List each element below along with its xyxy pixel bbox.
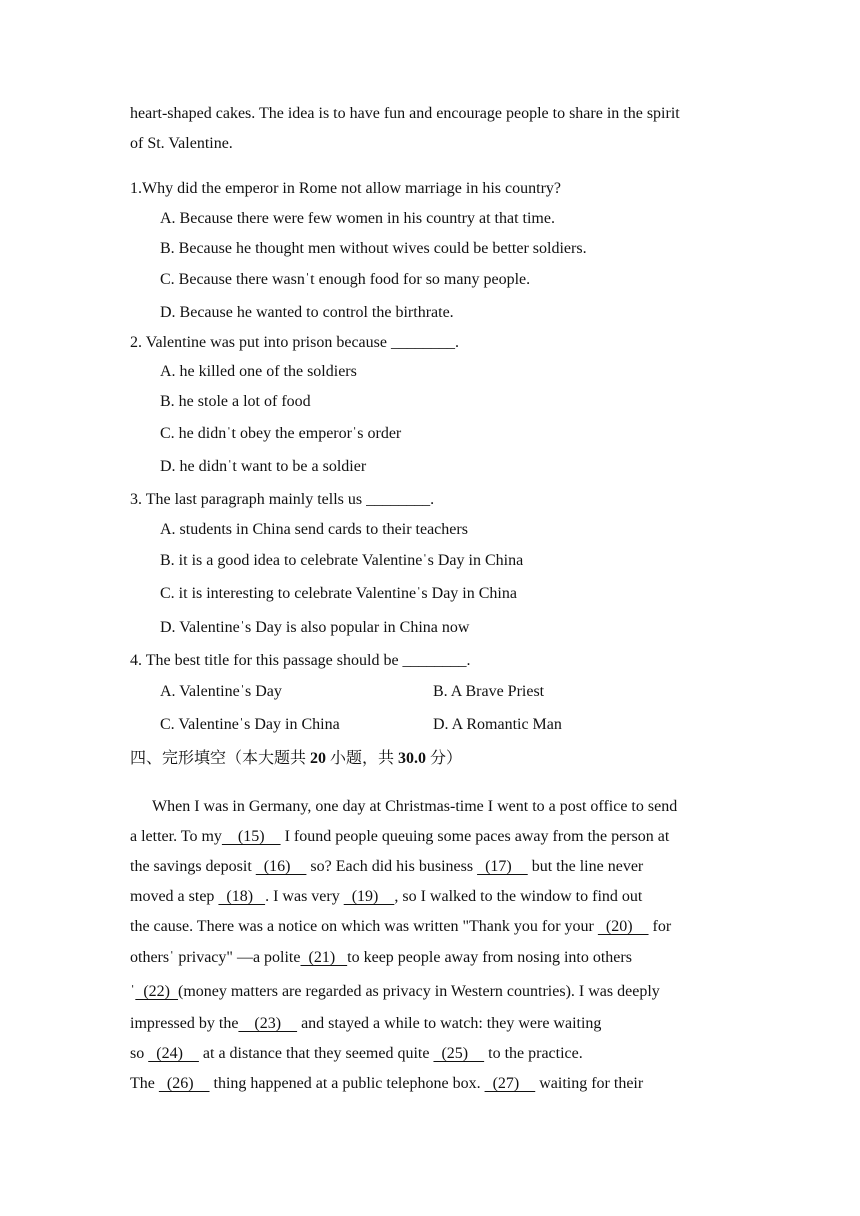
blank-26[interactable]: (26): [158, 1075, 210, 1092]
option-b: B. it is a good idea to celebrate Valentineˈs Day in China: [160, 552, 524, 569]
blank-17[interactable]: (17): [477, 858, 528, 875]
cloze-text: the savings deposit: [130, 858, 256, 875]
option-d: D. Valentineˈs Day is also popular in China now: [160, 619, 470, 636]
cloze-text: , so I walked to the window to find out: [394, 888, 643, 905]
cloze-text: to keep people away from nosing into others: [347, 949, 632, 966]
option-a: A. he killed one of the soldiers: [160, 363, 357, 380]
cloze-line: When I was in Germany, one day at Christmas-time I went to a post office to send: [152, 798, 678, 815]
blank-19[interactable]: (19): [343, 888, 395, 905]
blank-21[interactable]: (21): [300, 949, 348, 966]
cloze-text: ˈ: [130, 983, 136, 1000]
option-a: A. students in China send cards to their teachers: [160, 521, 468, 538]
section-count: 20: [310, 750, 327, 767]
blank-27[interactable]: (27): [484, 1075, 536, 1092]
cloze-text: but the line never: [527, 858, 644, 875]
blank-16[interactable]: (16): [255, 858, 307, 875]
cloze-text: to the practice.: [484, 1045, 583, 1062]
question-stem: 3. The last paragraph mainly tells us ________.: [130, 491, 435, 508]
cloze-text: a letter. To my: [130, 828, 222, 845]
cloze-text: I found people queuing some paces away from the person at: [280, 828, 670, 845]
option-c: C. he didnˈt obey the emperorˈs order: [160, 425, 402, 442]
cloze-line: [130, 1044, 583, 1064]
section-score: 30.0: [398, 750, 427, 767]
option-c: C. it is interesting to celebrate Valentineˈs Day in China: [160, 585, 517, 602]
blank-18[interactable]: (18): [218, 888, 266, 905]
cloze-line: [130, 948, 632, 968]
passage-line: heart-shaped cakes. The idea is to have fun and encourage people to share in the spirit: [130, 105, 680, 122]
question-stem: 2. Valentine was put into prison because ________.: [130, 334, 459, 351]
option-b: B. Because he thought men without wives could be better soldiers.: [160, 240, 587, 257]
cloze-line: [130, 1014, 601, 1034]
option-d: D. A Romantic Man: [433, 716, 562, 733]
blank-22[interactable]: (22): [135, 983, 178, 1000]
cloze-text: (money matters are regarded as privacy in Western countries). I was deeply: [177, 983, 660, 1000]
cloze-text: . I was very: [265, 888, 344, 905]
cloze-text: waiting for their: [535, 1075, 644, 1092]
cloze-line: [130, 857, 643, 877]
cloze-text: for: [648, 918, 672, 935]
cloze-line: [130, 917, 671, 937]
section-heading: [130, 749, 462, 769]
blank-24[interactable]: (24): [148, 1045, 199, 1062]
cloze-text: impressed by the: [130, 1015, 239, 1032]
blank-23[interactable]: (23): [238, 1015, 298, 1032]
blank-20[interactable]: (20): [597, 918, 649, 935]
cloze-text: The: [130, 1075, 159, 1092]
cloze-line: [130, 887, 642, 907]
cloze-line: [130, 1074, 643, 1094]
option-c: C. Because there wasnˈt enough food for so many people.: [160, 271, 531, 288]
cloze-text: thing happened at a public telephone box.: [209, 1075, 485, 1092]
option-a: A. Valentineˈs Day: [160, 683, 282, 700]
section-prefix: 四、完形填空（本大题共: [130, 750, 307, 767]
option-b: B. he stole a lot of food: [160, 393, 311, 410]
section-mid: 小题，共: [330, 750, 395, 767]
cloze-text: and stayed a while to watch: they were waiting: [297, 1015, 602, 1032]
cloze-line: [130, 827, 669, 847]
blank-25[interactable]: (25): [433, 1045, 485, 1062]
cloze-text: at a distance that they seemed quite: [198, 1045, 434, 1062]
option-c: C. Valentineˈs Day in China: [160, 716, 340, 733]
cloze-text: moved a step: [130, 888, 219, 905]
cloze-text: so? Each did his business: [306, 858, 478, 875]
question-stem: 4. The best title for this passage should be ________.: [130, 652, 471, 669]
cloze-text: so: [130, 1045, 149, 1062]
option-a: A. Because there were few women in his country at that time.: [160, 210, 555, 227]
blank-15[interactable]: (15): [221, 828, 281, 845]
section-suffix: 分）: [430, 750, 463, 767]
option-d: D. he didnˈt want to be a soldier: [160, 458, 367, 475]
option-b: B. A Brave Priest: [433, 683, 545, 700]
option-d: D. Because he wanted to control the birthrate.: [160, 304, 454, 321]
cloze-text: othersˈ privacy" —a polite: [130, 949, 301, 966]
cloze-line: [130, 982, 660, 1002]
cloze-text: the cause. There was a notice on which was written "Thank you for your: [130, 918, 598, 935]
passage-line: of St. Valentine.: [130, 135, 233, 152]
question-stem: 1.Why did the emperor in Rome not allow marriage in his country?: [130, 180, 561, 197]
